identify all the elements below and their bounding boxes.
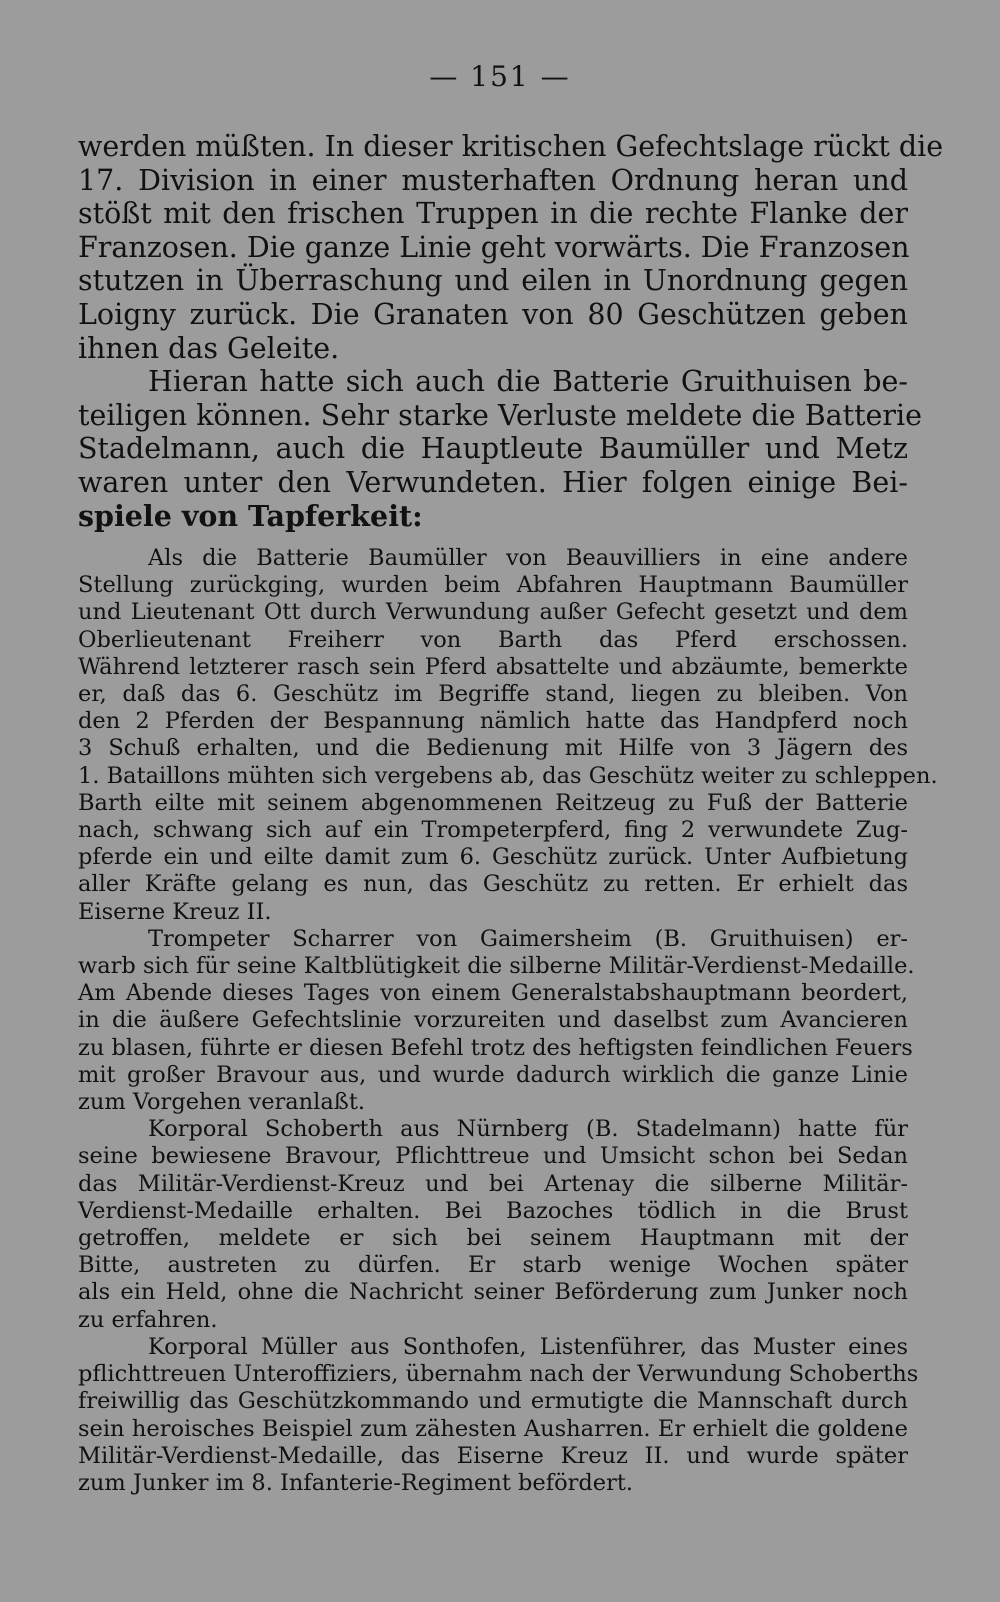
main-paragraphs — [78, 130, 944, 533]
text-line: Korporal Schoberth aus Nürnberg (B. Stadelmann) hatte für — [148, 1116, 908, 1143]
text-line: ihnen das Geleite. — [78, 331, 340, 365]
text-line: das Militär-Verdienst-Kreuz und bei Artenay die silberne Militär- — [78, 1170, 908, 1197]
text-line: zum Junker im 8. Infanterie-Regiment befördert. — [78, 1469, 634, 1496]
text-line: freiwillig das Geschützkommando und ermutigte die Mannschaft durch — [78, 1388, 908, 1415]
text-line: pflichttreuen Unteroffiziers, übernahm nach der Verwundung Schoberths — [78, 1361, 919, 1388]
text-line: pferde ein und eilte damit zum 6. Geschütz zurück. Unter Aufbietung — [78, 844, 908, 871]
text-line: und Lieutenant Ott durch Verwundung außer Gefecht gesetzt und dem — [78, 599, 908, 626]
text-line: in die äußere Gefechtslinie vorzureiten und daselbst zum Avancieren — [78, 1007, 908, 1034]
text-line: 1. Bataillons mühten sich vergebens ab, das Geschütz weiter zu schleppen. — [78, 762, 938, 789]
text-line: 3 Schuß erhalten, und die Bedienung mit Hilfe von 3 Jägern des — [78, 735, 908, 762]
text-line: Franzosen. Die ganze Linie geht vorwärts. Die Franzosen — [78, 230, 910, 264]
text-line: stutzen in Überraschung und eilen in Unordnung gegen — [78, 264, 908, 298]
examples-paragraphs — [78, 545, 938, 1497]
text-line: sein heroisches Beispiel zum zähesten Ausharren. Er erhielt die goldene — [78, 1415, 908, 1442]
text-line: Stellung zurückging, wurden beim Abfahren Hauptmann Baumüller — [78, 572, 908, 599]
text-line: Oberlieutenant Freiherr von Barth das Pferd erschossen. — [78, 626, 908, 653]
text-line: seine bewiesene Bravour, Pflichttreue und Umsicht schon bei Sedan — [78, 1143, 908, 1170]
text-line: werden müßten. In dieser kritischen Gefechtslage rückt die — [78, 130, 944, 163]
text-line: Loigny zurück. Die Granaten von 80 Geschützen geben — [78, 297, 908, 331]
text-line: zum Vorgehen veranlaßt. — [78, 1089, 366, 1116]
text-line: warb sich für seine Kaltblütigkeit die silberne Militär-Verdienst-Medaille. — [78, 953, 915, 980]
section-heading-line: spiele von Tapferkeit: — [78, 498, 423, 533]
text-line: aller Kräfte gelang es nun, das Geschütz zu retten. Er erhielt das — [78, 871, 908, 898]
text-line: Verdienst-Medaille erhalten. Bei Bazoches tödlich in die Brust — [78, 1197, 908, 1224]
text-line: er, daß das 6. Geschütz im Begriffe stand, liegen zu bleiben. Von — [78, 681, 908, 708]
text-line: Am Abende dieses Tages von einem Generalstabshauptmann beordert, — [78, 980, 908, 1007]
text-line: den 2 Pferden der Bespannung nämlich hatte das Handpferd noch — [78, 708, 908, 735]
text-line: Barth eilte mit seinem abgenommenen Reitzeug zu Fuß der Batterie — [78, 789, 908, 816]
text-line: zu blasen, führte er diesen Befehl trotz des heftigsten feindlichen Feuers — [78, 1034, 913, 1061]
text-line: Korporal Müller aus Sonthofen, Listenführer, das Muster eines — [148, 1333, 908, 1360]
text-line: zu erfahren. — [78, 1306, 218, 1333]
text-line: getroffen, meldete er sich bei seinem Hauptmann mit der — [78, 1225, 908, 1252]
text-line: waren unter den Verwundeten. Hier folgen einige Bei- — [78, 465, 908, 499]
page-number: — 151 — — [429, 60, 571, 93]
text-line: Während letzterer rasch sein Pferd absattelte und abzäumte, bemerkte — [78, 653, 908, 680]
text-line: Militär-Verdienst-Medaille, das Eiserne Kreuz II. und wurde später — [78, 1442, 908, 1469]
text-line: Trompeter Scharrer von Gaimersheim (B. Gruithuisen) er- — [148, 925, 908, 952]
text-line: 17. Division in einer musterhaften Ordnung heran und — [78, 163, 908, 197]
text-line: Hieran hatte sich auch die Batterie Gruithuisen be- — [148, 365, 908, 399]
text-line: Eiserne Kreuz II. — [78, 898, 272, 925]
text-line: nach, schwang sich auf ein Trompeterpferd, fing 2 verwundete Zug- — [78, 817, 908, 844]
text-line: Bitte, austreten zu dürfen. Er starb wenige Wochen später — [78, 1252, 908, 1279]
text-line: mit großer Bravour aus, und wurde dadurch wirklich die ganze Linie — [78, 1061, 908, 1088]
text-line: Stadelmann, auch die Hauptleute Baumüller und Metz — [78, 432, 908, 466]
text-line: stößt mit den frischen Truppen in die rechte Flanke der — [78, 197, 908, 231]
text-line: teiligen können. Sehr starke Verluste meldete die Batterie — [78, 398, 923, 432]
text-line: als ein Held, ohne die Nachricht seiner Beförderung zum Junker noch — [78, 1279, 908, 1306]
text-line: Als die Batterie Baumüller von Beauvilliers in eine andere — [148, 545, 908, 571]
